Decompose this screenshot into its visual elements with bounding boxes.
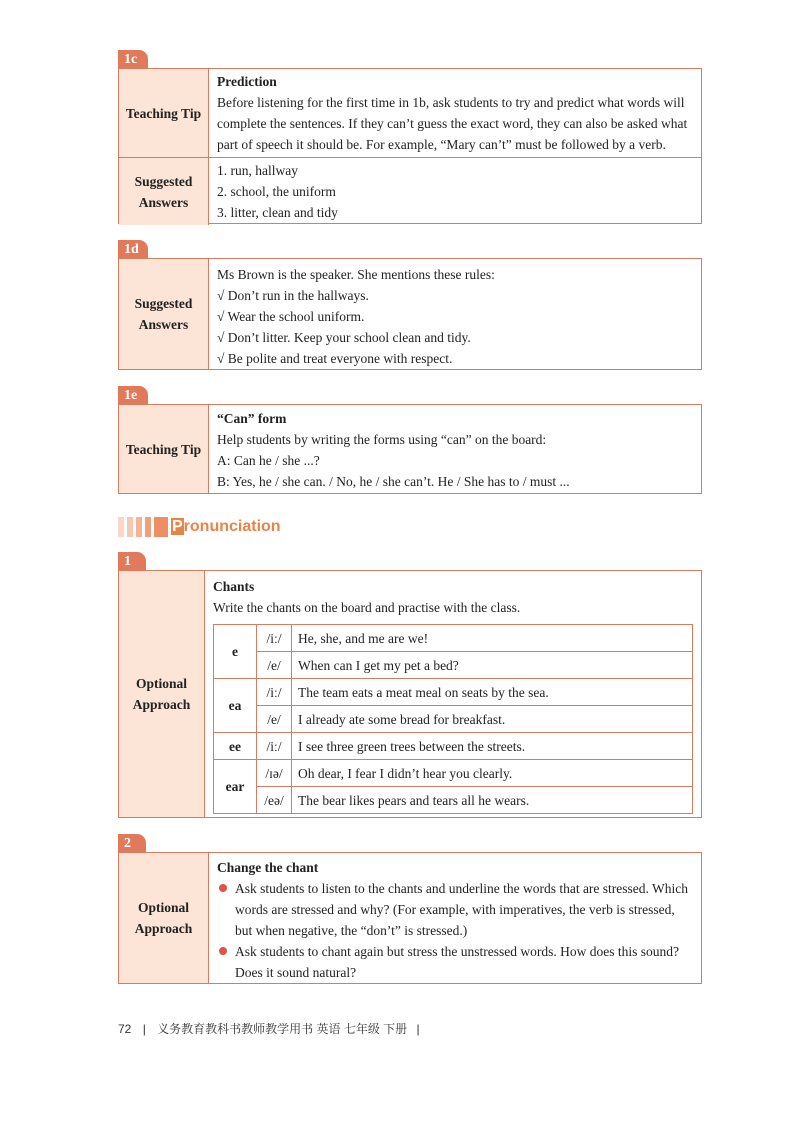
chants-intro: Write the chants on the board and practise with the class. (213, 600, 521, 615)
answer-line: Ms Brown is the speaker. She mentions these rules: (217, 267, 495, 282)
pronunciation-heading (118, 516, 281, 538)
footer-text: 义务教育教科书教师教学用书 英语 七年级 下册 (157, 1022, 408, 1036)
bullet-text: Ask students to chant again but stress the unstressed words. How does this sound? Does it sound natural? (235, 944, 679, 980)
chant-cell: Oh dear, I fear I didn’t hear you clearly. (292, 760, 693, 787)
chant-cell: The bear likes pears and tears all he wears. (292, 787, 693, 814)
section-1e-box (118, 404, 702, 494)
table-row (214, 679, 693, 706)
list-item (217, 878, 693, 941)
section-tag-2: 2 (118, 834, 146, 853)
answers-list (209, 158, 701, 225)
label-line: Optional (135, 676, 187, 691)
phonetic-cell: /iː/ (257, 733, 292, 760)
letter-cell: ear (214, 760, 257, 814)
chants-title: Chants (213, 579, 255, 594)
bullet-dot (219, 884, 227, 892)
teaching-tip-label: Teaching Tip (119, 69, 209, 157)
label-line: Suggested (134, 173, 193, 189)
answers-list (209, 259, 701, 369)
label-line: Optional (137, 900, 189, 915)
heading-stripe (118, 517, 124, 537)
answer-line: √ Don’t run in the hallways. (217, 288, 369, 303)
change-chant-content (209, 853, 701, 983)
chant-cell: When can I get my pet a bed? (292, 652, 693, 679)
tip-line: Help students by writing the forms using “can” on the board: (217, 432, 547, 447)
table-row (214, 625, 693, 652)
suggested-answers-label (119, 158, 209, 225)
label-line: Approach (132, 697, 191, 712)
phonetic-cell: /e/ (257, 706, 292, 733)
letter-cell: ea (214, 679, 257, 733)
phonetic-cell: /iː/ (257, 625, 292, 652)
footer-separator: | (416, 1022, 420, 1036)
footer-separator: | (142, 1022, 146, 1036)
heading-stripe (145, 517, 151, 537)
change-chant-title: Change the chant (217, 860, 319, 875)
page-number: 72 (118, 1022, 132, 1036)
heading-initial: P (172, 518, 183, 535)
chants-content (205, 571, 701, 817)
phonetic-cell: /e/ (257, 652, 292, 679)
label-line: Answers (138, 317, 189, 332)
page-footer (118, 1020, 420, 1037)
chant-cell: The team eats a meat meal on seats by the sea. (292, 679, 693, 706)
letter-cell: e (214, 625, 257, 679)
table-row (214, 733, 693, 760)
answer-item: 3. litter, clean and tidy (217, 205, 338, 220)
tip-title: Prediction (217, 74, 277, 89)
bullet-dot (219, 947, 227, 955)
section-tag-1d: 1d (118, 240, 148, 259)
tip-line: A: Can he / she ...? (217, 453, 320, 468)
table-row (214, 706, 693, 733)
table-row (214, 760, 693, 787)
answer-line: √ Be polite and treat everyone with respect. (217, 351, 453, 366)
table-row (214, 652, 693, 679)
heading-stripe (136, 517, 142, 537)
section-1c-box (118, 68, 702, 224)
heading-stripe (154, 517, 168, 537)
bullet-text: Ask students to listen to the chants and underline the words that are stressed. Which words are stressed and why? (For example, with imperatives, the verb is stressed, but when negative, the “don’t” is stressed.) (235, 881, 689, 938)
label-line: Answers (138, 194, 189, 210)
section-tag-1: 1 (118, 552, 146, 571)
answer-item: 1. run, hallway (217, 163, 298, 178)
phonetic-cell: /iː/ (257, 679, 292, 706)
tip-title: “Can” form (217, 411, 287, 426)
chant-cell: I already ate some bread for breakfast. (292, 706, 693, 733)
chant-cell: I see three green trees between the streets. (292, 733, 693, 760)
chant-cell: He, she, and me are we! (292, 625, 693, 652)
answer-item: 2. school, the uniform (217, 184, 336, 199)
heading-rest: ronunciation (183, 518, 281, 535)
answer-line: √ Don’t litter. Keep your school clean and tidy. (217, 330, 471, 345)
optional-approach-label (119, 571, 205, 817)
section-tag-1c: 1c (118, 50, 148, 69)
teaching-tip-content (209, 405, 701, 493)
table-row (214, 787, 693, 814)
teaching-tip-label: Teaching Tip (119, 405, 209, 493)
list-item (217, 941, 693, 983)
phonetic-cell: /eə/ (257, 787, 292, 814)
suggested-answers-label (119, 259, 209, 369)
label-line: Suggested (134, 296, 193, 311)
section-1d-box (118, 258, 702, 370)
label-line: Approach (134, 921, 193, 936)
phonetic-cell: /ɪə/ (257, 760, 292, 787)
tip-line: B: Yes, he / she can. / No, he / she can’t. He / She has to / must ... (217, 474, 570, 489)
section-2-box (118, 852, 702, 984)
tip-text: Before listening for the first time in 1b, ask students to try and predict what words will complete the sentences. If they can’t guess the exact word, they can also be asked what part of speech it should be. For example, “Mary can’t” must be followed by a verb. (217, 95, 688, 152)
answer-line: √ Wear the school uniform. (217, 309, 365, 324)
section-1-box (118, 570, 702, 818)
section-tag-1e: 1e (118, 386, 148, 405)
heading-stripe (127, 517, 133, 537)
optional-approach-label (119, 853, 209, 983)
letter-cell: ee (214, 733, 257, 760)
chants-table (213, 624, 693, 814)
heading-text (171, 518, 281, 536)
teaching-tip-content (209, 69, 701, 157)
